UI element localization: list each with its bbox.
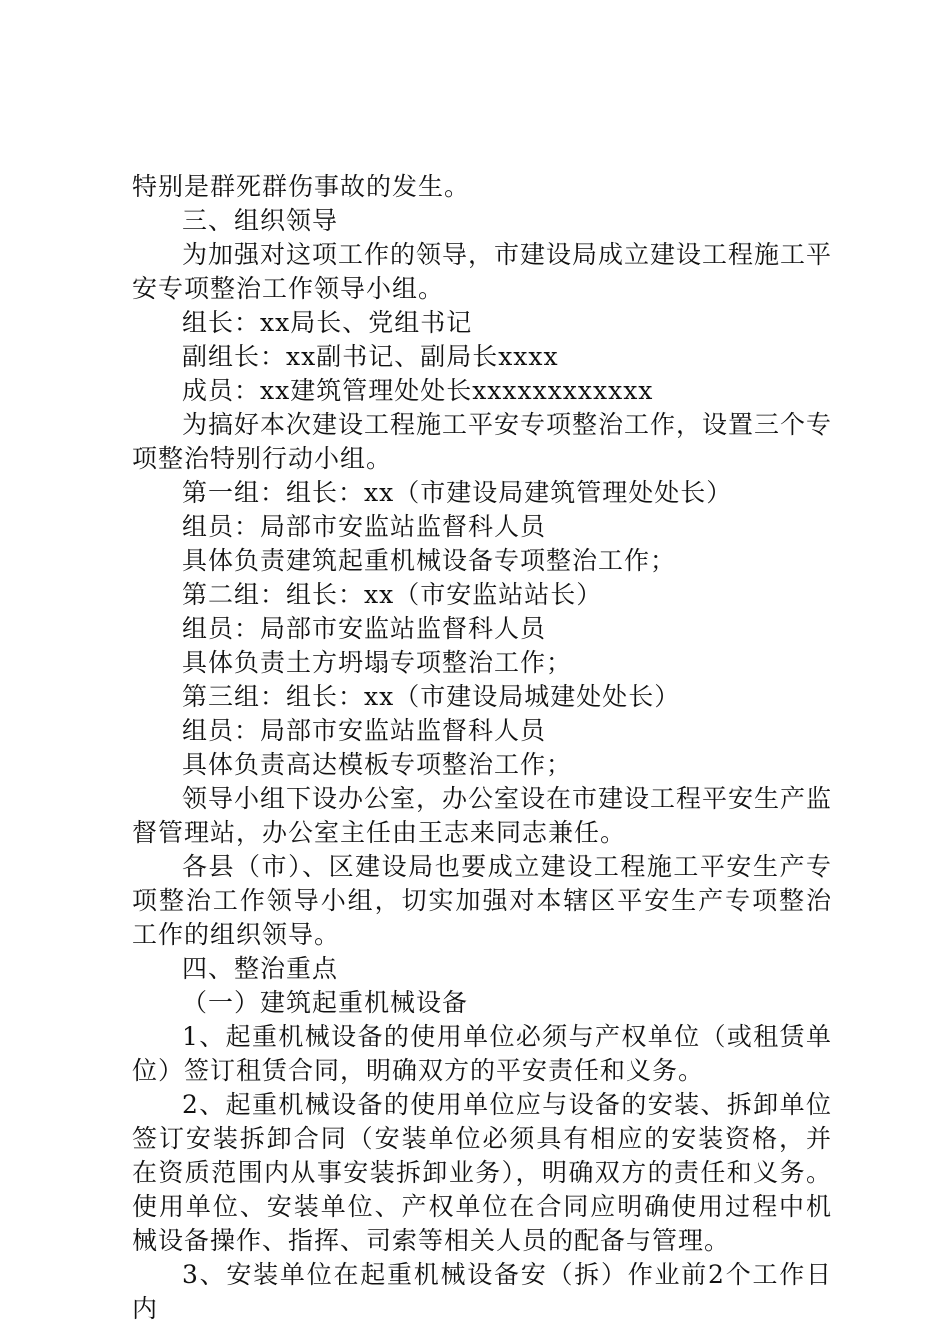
document-paragraph: 副组长：xx副书记、副局长xxxx (182, 342, 559, 371)
document-paragraph: 第三组：组长：xx（市建设局城建处处长） (182, 682, 681, 711)
document-paragraph: 四、整治重点 (182, 954, 339, 983)
document-paragraph: （一）建筑起重机械设备 (182, 988, 469, 1017)
document-paragraph: 三、组织领导 (182, 206, 339, 235)
document-paragraph: 成员：xx建筑管理处处长xxxxxxxxxxxx (182, 376, 654, 405)
document-paragraph: 3、安装单位在起重机械设备安（拆）作业前2个工作日内 (132, 1260, 832, 1323)
document-paragraph: 1、起重机械设备的使用单位必须与产权单位（或租赁单位）签订租赁合同，明确双方的平安责任和义务。 (132, 1022, 832, 1085)
document-paragraph: 各县（市）、区建设局也要成立建设工程施工平安生产专项整治工作领导小组，切实加强对本辖区平安生产专项整治工作的组织领导。 (132, 852, 832, 949)
document-paragraph: 组员：局部市安监站监督科人员 (182, 614, 547, 643)
document-paragraph: 第二组：组长：xx（市安监站站长） (182, 580, 603, 609)
document-paragraph: 特别是群死群伤事故的发生。 (132, 172, 471, 201)
document-paragraph: 领导小组下设办公室，办公室设在市建设工程平安生产监督管理站，办公室主任由王志来同志兼任。 (132, 784, 833, 847)
document-paragraph: 具体负责高达模板专项整治工作； (182, 750, 573, 779)
document-body (132, 170, 832, 1326)
document-paragraph: 为搞好本次建设工程施工平安专项整治工作，设置三个专项整治特别行动小组。 (132, 410, 833, 473)
document-paragraph: 组员：局部市安监站监督科人员 (182, 716, 547, 745)
document-paragraph: 第一组：组长：xx（市建设局建筑管理处处长） (182, 478, 733, 507)
document-paragraph: 2、起重机械设备的使用单位应与设备的安装、拆卸单位签订安装拆卸合同（安装单位必须具有相应的安装资格，并在资质范围内从事安装拆卸业务），明确双方的责任和义务。使用单位、安装单位、产权单位在合同应明确使用过程中机械设备操作、指挥、司索等相关人员的配备与管理。 (132, 1090, 832, 1255)
document-paragraph: 组员：局部市安监站监督科人员 (182, 512, 547, 541)
document-paragraph: 具体负责建筑起重机械设备专项整治工作； (182, 546, 677, 575)
document-paragraph: 具体负责土方坍塌专项整治工作； (182, 648, 573, 677)
document-paragraph: 为加强对这项工作的领导，市建设局成立建设工程施工平安专项整治工作领导小组。 (132, 240, 833, 303)
document-paragraph: 组长：xx局长、党组书记 (182, 308, 473, 337)
